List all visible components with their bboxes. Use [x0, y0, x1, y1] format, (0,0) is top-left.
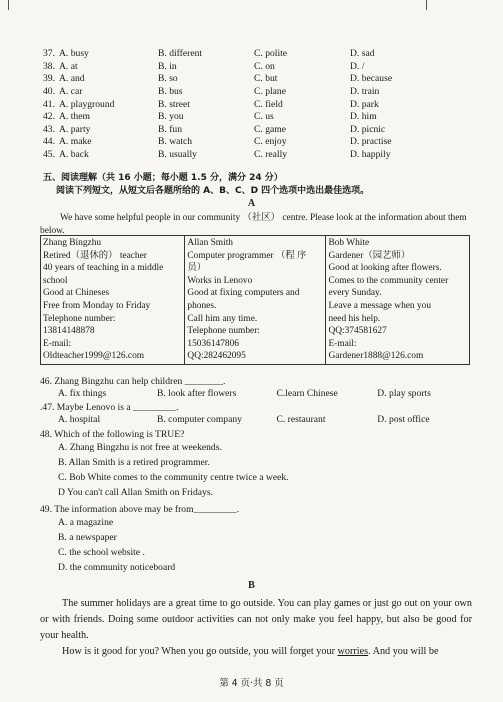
passage-text: How is it good for you? When you go outside, you will forget your — [62, 646, 338, 657]
option-b: B. usually — [158, 149, 197, 161]
part-a-intro — [40, 212, 470, 237]
person-line: QQ:374581627 — [328, 326, 387, 337]
option-c: C. restaurant — [276, 414, 326, 426]
option-c: C. but — [254, 73, 278, 85]
passage-text: . And you will be — [368, 646, 439, 657]
option-text: A. them — [59, 111, 90, 123]
question-number: 40. — [43, 86, 55, 98]
question-49 — [40, 504, 480, 575]
option-a: A. a magazine — [58, 517, 114, 529]
option-b: B. a newspaper — [58, 532, 117, 544]
option-row — [43, 61, 483, 74]
person-line: every Sunday. — [328, 288, 382, 299]
options-row — [58, 388, 480, 401]
option-a — [43, 111, 158, 123]
intro-text: We have some helpful people in our community （社区） centre. Please look at the information about them below. — [40, 213, 467, 236]
option-b: B. street — [158, 98, 190, 110]
question-number: 44. — [43, 136, 55, 148]
option-row — [43, 124, 483, 137]
person-line: Free from Monday to Friday — [43, 300, 151, 311]
option-row — [43, 48, 483, 61]
option-d: D. / — [350, 60, 365, 72]
table-row — [41, 236, 470, 365]
option-a — [43, 99, 158, 111]
person-line: Good at fixing computers and — [187, 288, 300, 299]
option-row — [43, 111, 483, 124]
option-c: C. Bob White comes to the community centre twice a week. — [58, 471, 289, 483]
person-line: 40 years of teaching in a middle — [43, 263, 164, 274]
question-number: 39. — [43, 73, 55, 85]
option-text: A. car — [59, 86, 83, 98]
option-a — [43, 86, 158, 98]
option-c: C. game — [254, 123, 286, 135]
option-b: B. computer company — [156, 414, 242, 426]
option-a — [43, 124, 158, 136]
option-text: A. playground — [59, 98, 115, 110]
community-people-table — [40, 235, 470, 365]
part-b-label: B — [248, 580, 255, 591]
section-instruction: 阅读下列短文，从短文后各题所给的 A、B、C、D 四个选项中选出最佳选项。 — [56, 186, 370, 196]
person-line: need his help. — [328, 313, 381, 324]
person-line: Good at Chineses — [43, 288, 110, 299]
option-b: B. in — [158, 60, 177, 72]
option-c: C. the school website . — [58, 546, 145, 558]
person-line: Telephone number: — [43, 313, 116, 324]
option-c: C. field — [254, 98, 283, 110]
option-a: A. hospital — [58, 414, 101, 426]
person-line: Call him any time. — [187, 313, 258, 324]
person-line: Works in Lenovo — [187, 275, 253, 286]
person-line: Computer programmer （程 序 — [187, 250, 307, 261]
part-b-passage — [40, 596, 472, 660]
option-d: D. train — [350, 86, 380, 98]
option-b: B. watch — [158, 136, 193, 148]
person-line: phones. — [187, 300, 217, 311]
question-number: 45. — [43, 149, 55, 161]
option-c: C. polite — [254, 48, 288, 60]
option-b: B. look after flowers — [156, 388, 237, 400]
person-cell — [41, 236, 185, 365]
option-text: A. make — [59, 136, 92, 148]
option-a — [43, 149, 158, 161]
option-a — [43, 61, 158, 73]
option-d: D. happily — [350, 149, 391, 161]
page-footer: 第 4 页·共 8 页 — [219, 678, 284, 689]
option-d: D. play sports — [377, 388, 431, 400]
option-b: B. so — [158, 73, 178, 85]
person-line: 13814148878 — [43, 326, 95, 337]
crop-mark-right — [426, 0, 427, 10]
option-c: C. really — [254, 149, 288, 161]
person-line: Retired（退休的） teacher — [43, 250, 147, 261]
person-line: Telephone number: — [187, 326, 260, 337]
passage-paragraph-2 — [40, 644, 472, 660]
option-row — [43, 136, 483, 149]
person-line: 员） — [187, 263, 207, 274]
option-row — [43, 149, 483, 162]
option-b: B. different — [158, 48, 203, 60]
option-d: D. because — [350, 73, 393, 85]
section-title: 五、阅读理解（共 16 小题；每小题 1.5 分，满分 24 分） — [43, 173, 283, 183]
option-c: C.learn Chinese — [276, 388, 338, 400]
option-d: D. picnic — [350, 123, 386, 135]
option-b: B. fun — [158, 123, 182, 135]
question-number: 43. — [43, 123, 55, 135]
option-c: C. on — [254, 60, 275, 72]
option-d: D. post office — [377, 414, 430, 426]
option-c: C. plane — [254, 86, 286, 98]
option-d: D. park — [350, 98, 379, 110]
option-d: D. the community noticeboard — [58, 561, 176, 573]
person-cell — [185, 236, 326, 365]
person-line: school — [43, 275, 68, 286]
option-a — [43, 136, 158, 148]
person-line: Bob White — [328, 238, 370, 248]
passage-paragraph-1: The summer holidays are a great time to go outside. You can play games or just go out on your own or with friends. Doing some outdoor activities can not only make you feel happy, but also be good for your health. — [40, 598, 472, 641]
option-text: A. party — [59, 123, 91, 135]
option-b: B. you — [158, 111, 184, 123]
question-number: 42. — [43, 111, 55, 123]
option-c: C. enjoy — [254, 136, 287, 148]
question-48 — [40, 429, 480, 500]
question-number: 37. — [43, 48, 55, 60]
option-b: B. bus — [158, 86, 183, 98]
part-a-label: A — [247, 198, 256, 209]
options-37-45 — [43, 48, 483, 161]
option-d: D You can't call Allan Smith on Fridays. — [58, 486, 213, 498]
option-a: A. fix things — [58, 388, 107, 400]
question-number: 38. — [43, 60, 55, 72]
option-row — [43, 86, 483, 99]
option-d: D. sad — [350, 48, 375, 60]
question-46 — [40, 376, 480, 401]
question-number: 41. — [43, 98, 55, 110]
person-line: QQ:282462095 — [187, 351, 246, 362]
person-line: Gardener（园艺师） — [328, 250, 411, 261]
person-line: E-mail: — [43, 338, 72, 349]
option-text: A. back — [59, 149, 89, 161]
question-stem: 49. The information above may be from_________. — [40, 504, 240, 515]
option-b: B. Allan Smith is a retired programmer. — [58, 457, 210, 469]
option-row — [43, 73, 483, 86]
person-line: Gardener1888@126.com — [328, 351, 424, 362]
person-line: Oldteacher1999@126.com — [43, 351, 145, 362]
option-a — [43, 48, 158, 60]
option-text: A. at — [59, 60, 78, 72]
option-a — [43, 73, 158, 85]
option-c: C. us — [254, 111, 274, 123]
option-text: A. busy — [59, 48, 89, 60]
person-line: Zhang Bingzhu — [43, 238, 102, 248]
person-line: E-mail: — [328, 338, 357, 349]
options-row — [58, 414, 480, 427]
question-stem: 46. Zhang Bingzhu can help children ________. — [40, 376, 226, 387]
option-a: A. Zhang Bingzhu is not free at weekends. — [58, 442, 222, 454]
person-line: Allan Smith — [187, 238, 233, 248]
question-47 — [40, 402, 480, 427]
crop-mark-left — [8, 0, 9, 10]
question-stem: .47. Maybe Lenovo is a _________. — [40, 402, 179, 413]
question-stem: 48. Which of the following is TRUE? — [40, 429, 185, 440]
option-d: D. him — [350, 111, 377, 123]
person-line: 15036147806 — [187, 338, 239, 349]
person-line: Comes to the community center — [328, 275, 449, 286]
underlined-word: worries — [337, 646, 369, 657]
option-row — [43, 98, 483, 111]
option-d: D. practise — [350, 136, 392, 148]
person-line: Leave a message when you — [328, 300, 432, 311]
person-line: Good at looking after flowers. — [328, 263, 442, 274]
option-text: A. and — [59, 73, 85, 85]
person-cell — [326, 236, 470, 365]
